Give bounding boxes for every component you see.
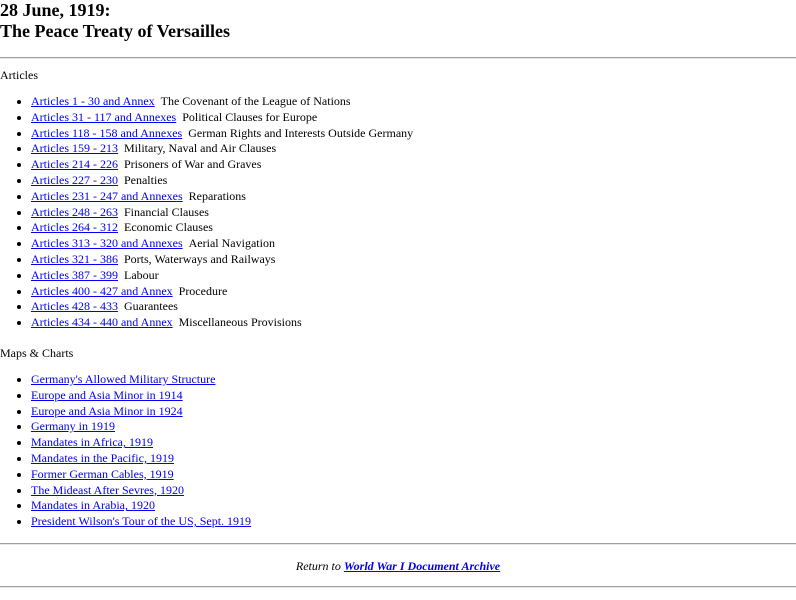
article-description: Political Clauses for Europe [182,109,318,124]
article-link[interactable]: Articles 1 - 30 and Annex [31,94,155,108]
article-description: Penalties [123,172,168,187]
article-link[interactable]: Articles 428 - 433 [31,299,118,314]
map-link[interactable]: Mandates in the Pacific, 1919 [31,450,174,465]
maps-heading: Maps & Charts [0,345,74,360]
article-link[interactable]: Articles 313 - 320 and Annexes [31,236,183,251]
article-link[interactable]: Articles 159 - 213 [31,141,118,156]
article-link[interactable]: Articles 248 - 263 [31,204,118,219]
article-link[interactable]: Articles 264 - 312 [31,220,118,235]
list-item [31,372,796,388]
article-description: Labour [123,267,159,282]
list-item [31,483,796,499]
article-link[interactable]: Articles 118 - 158 and Annexes [31,125,183,140]
map-link[interactable]: The Mideast After Sevres, 1920 [31,482,184,497]
map-link[interactable]: Europe and Asia Minor in 1914 [31,387,183,402]
map-link[interactable]: Germany in 1919 [31,419,115,434]
list-item [31,315,796,331]
map-link[interactable]: Europe and Asia Minor in 1924 [31,403,183,418]
list-item [31,110,796,126]
article-description: Miscellaneous Provisions [178,315,302,330]
list-item [31,404,796,420]
divider-bottom [0,543,796,545]
articles-list [0,94,796,331]
map-link[interactable]: Mandates in Africa, 1919 [31,435,153,450]
return-prefix: Return to [295,558,341,573]
list-item [31,299,796,315]
article-link[interactable]: Articles 434 - 440 and Annex [31,315,173,330]
article-description: Guarantees [123,299,178,314]
article-link[interactable]: Articles 227 - 230 [31,172,118,187]
article-description: Financial Clauses [123,204,209,219]
page-date: 28 June, 1919: [0,0,111,20]
list-item [31,419,796,435]
map-link[interactable]: President Wilson's Tour of the US, Sept. 1919 [31,514,252,529]
divider-final [0,586,796,588]
article-link[interactable]: Articles 400 - 427 and Annex [31,283,173,298]
article-link[interactable]: Articles 321 - 386 [31,251,118,266]
articles-heading: Articles [0,68,38,82]
article-description: The Covenant of the League of Nations [160,94,351,108]
article-description: Economic Clauses [123,220,213,235]
list-item [31,220,796,236]
list-item [31,451,796,467]
list-item [31,205,796,221]
map-link[interactable]: Former German Cables, 1919 [31,466,174,481]
article-description: Reparations [188,188,246,203]
page-title: The Peace Treaty of Versailles [0,21,230,41]
article-link[interactable]: Articles 214 - 226 [31,157,118,172]
article-link[interactable]: Articles 387 - 399 [31,267,118,282]
list-item [31,435,796,451]
divider-top [0,57,796,59]
list-item [31,252,796,268]
list-item [31,284,796,300]
list-item [31,514,796,530]
return-line [0,558,796,574]
list-item [31,94,796,110]
list-item [31,467,796,483]
article-description: German Rights and Interests Outside Germany [188,125,414,140]
list-item [31,189,796,205]
list-item [31,157,796,173]
article-description: Aerial Navigation [188,236,275,251]
list-item [31,388,796,404]
article-description: Ports, Waterways and Railways [123,251,276,266]
article-description: Military, Naval and Air Clauses [123,141,277,156]
maps-list [0,372,796,530]
article-description: Procedure [178,283,228,298]
list-item [31,126,796,142]
article-link[interactable]: Articles 231 - 247 and Annexes [31,188,183,203]
list-item [31,498,796,514]
list-item [31,268,796,284]
list-item [31,173,796,189]
list-item [31,141,796,157]
list-item [31,236,796,252]
article-description: Prisoners of War and Graves [123,157,262,172]
map-link[interactable]: Mandates in Arabia, 1920 [31,498,155,513]
article-link[interactable]: Articles 31 - 117 and Annexes [31,109,177,124]
map-link[interactable]: Germany's Allowed Military Structure [31,371,216,386]
title-block [0,0,796,42]
archive-link[interactable]: World War I Document Archive [343,558,501,573]
